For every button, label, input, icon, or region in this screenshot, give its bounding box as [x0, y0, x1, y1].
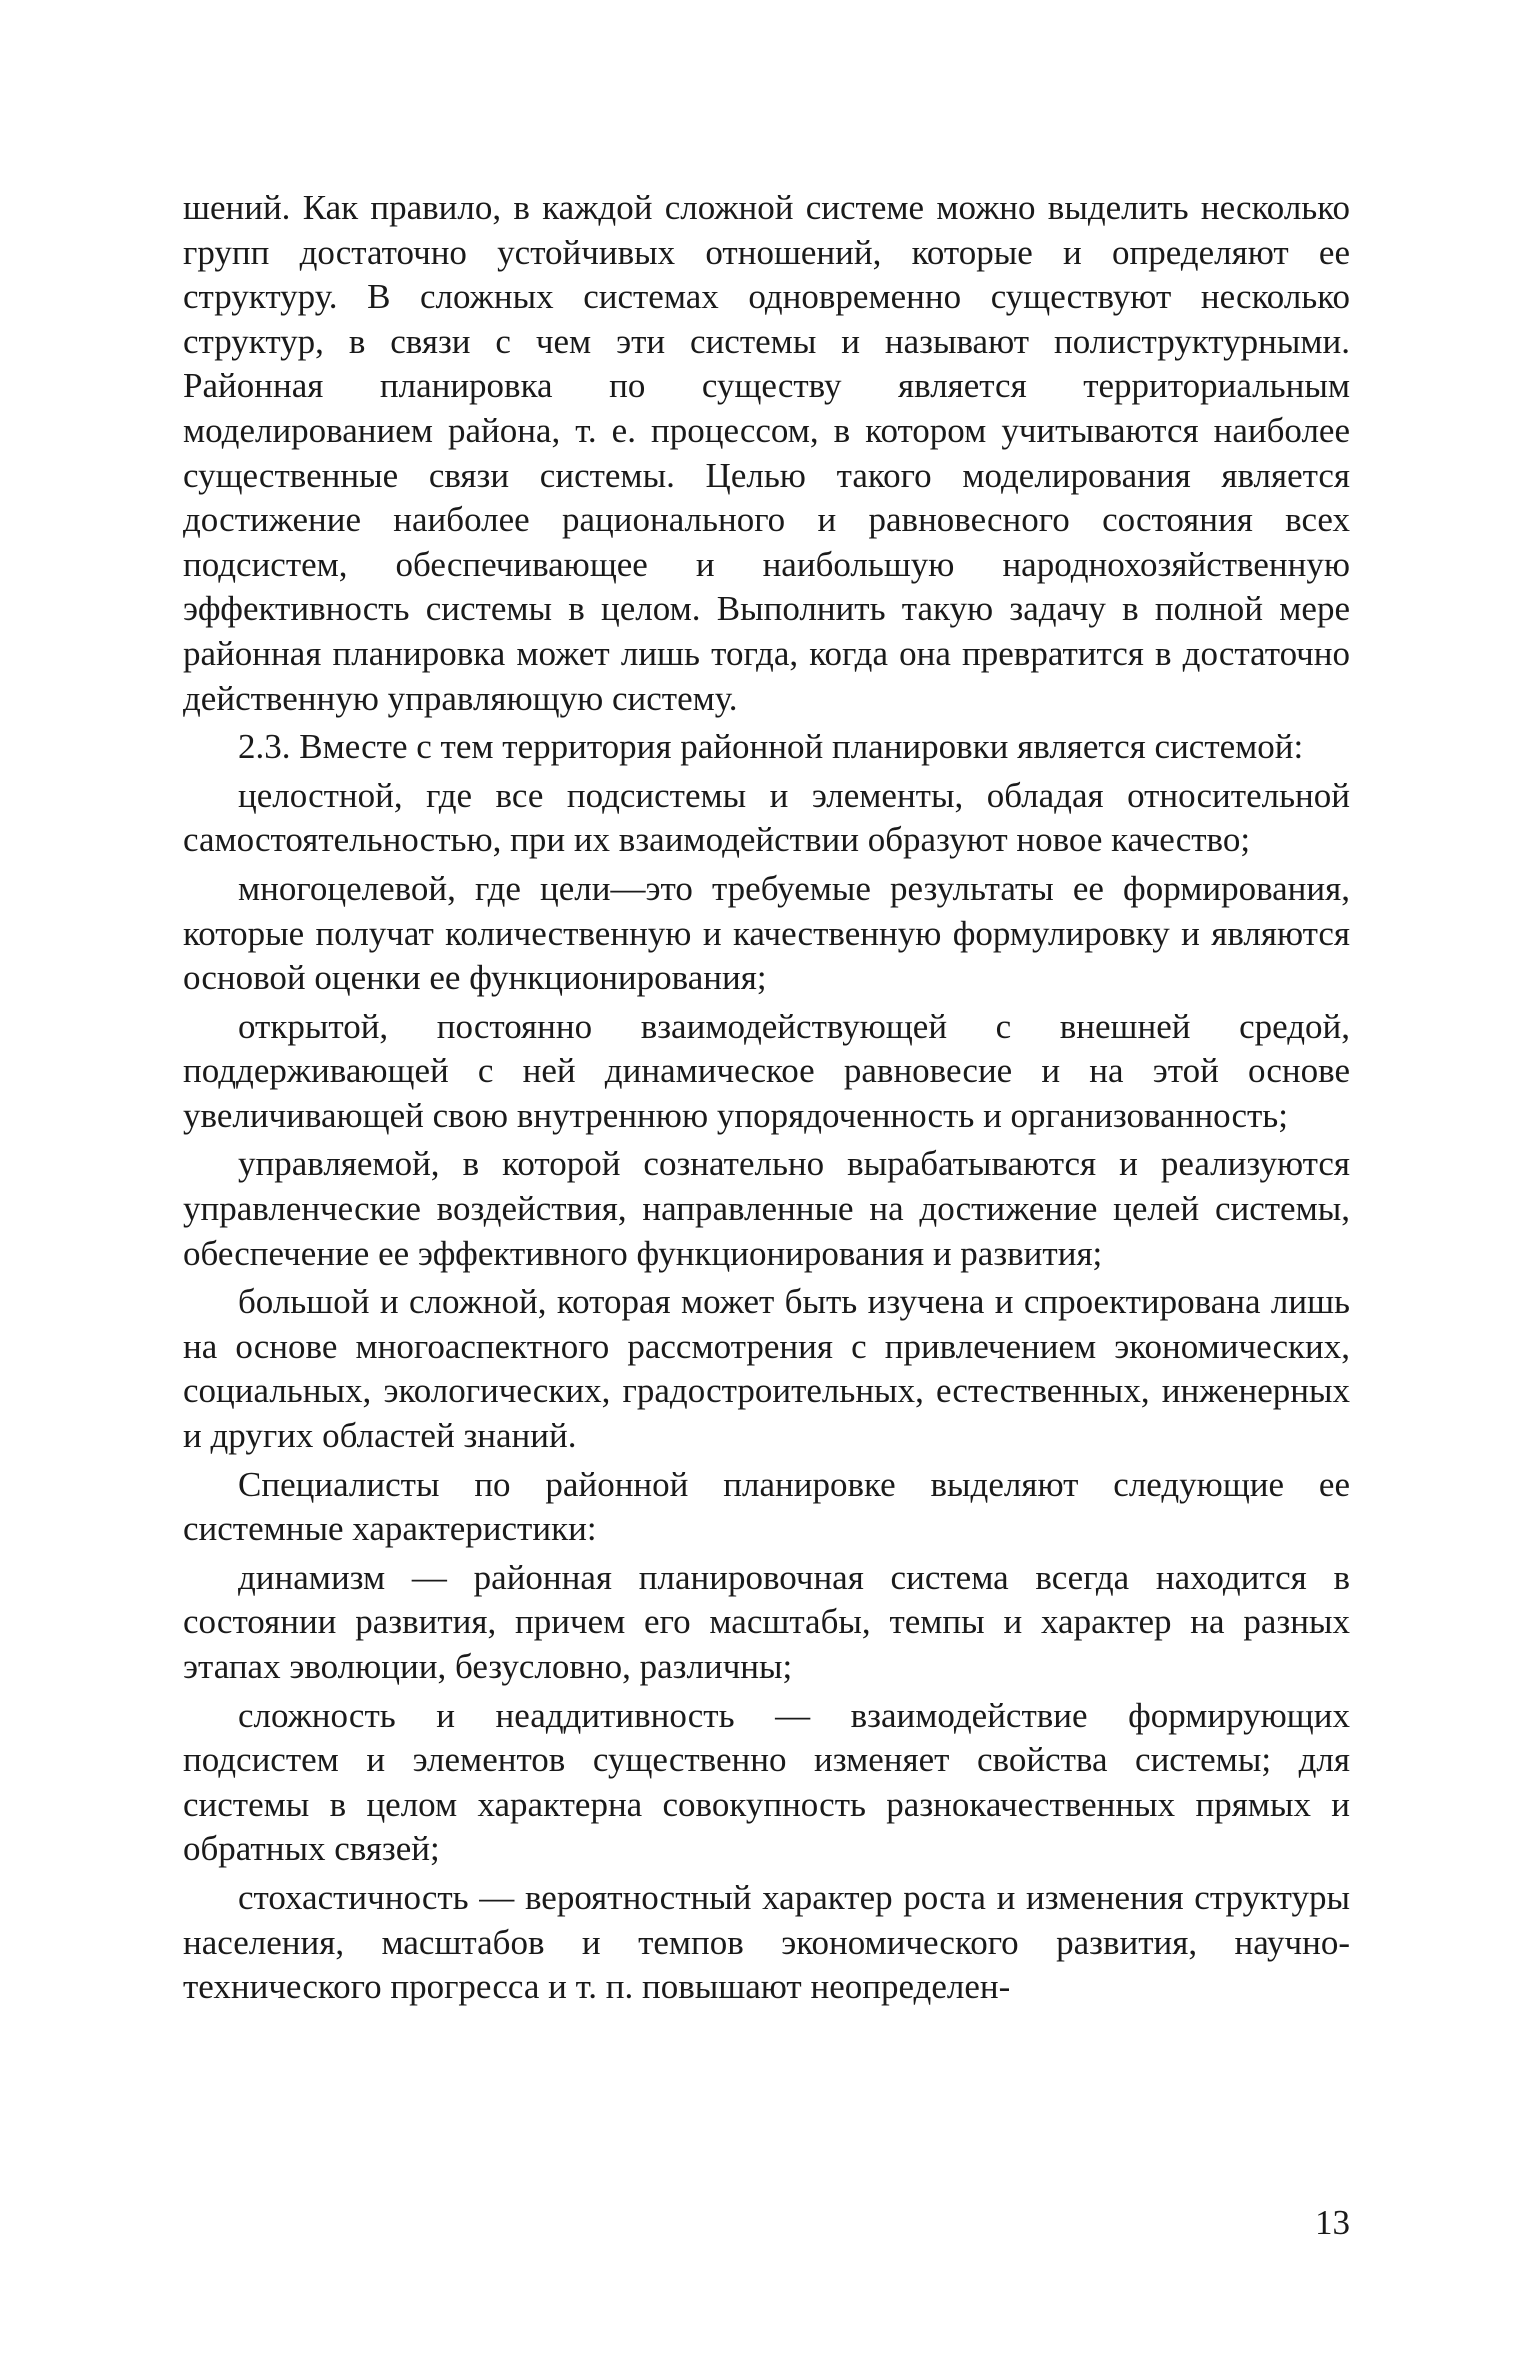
- section-2-3-intro: 2.3. Вместе с тем территория районной планировки является системой:: [238, 727, 1304, 767]
- paragraph-continuation: шений. Как правило, в каждой сложной системе можно выделить несколько групп достаточно устойчивых отношений, которые и определяют ее структуру. В сложных системах одновременно существуют несколько структур, в связи с чем эти системы и называют полиструктурными. Районная планировка по существу является территориальным моделированием района, т. е. процессом, в котором учитываются наиболее существенные связи системы. Целью такого моделирования является достижение наиболее рационального и равновесного состояния всех подсистем, обеспечивающее и наибольшую народнохозяйственную эффективность системы в целом. Выполнить такую задачу в полной мере районная планировка может лишь тогда, когда она превратится в достаточно действенную управляющую систему.: [183, 188, 1350, 718]
- list-item-stochasticity: стохастичность — вероятностный характер роста и изменения структуры населения, масштабов и темпов экономического развития, научно-технического прогресса и т. п. повышают неопределен-: [183, 1877, 1350, 2007]
- list-item-complexity: сложность и неаддитивность — взаимодействие формирующих подсистем и элементов существенно изменяет свойства системы; для системы в целом характерна совокупность разнокачественных прямых и обратных связей;: [183, 1695, 1350, 1869]
- list-item-multipurpose: многоцелевой, где цели—это требуемые результаты ее формирования, которые получат количественную и качественную формулировку и являются основой оценки ее функционирования;: [183, 868, 1350, 998]
- list-item-large-complex: большой и сложной, которая может быть изучена и спроектирована лишь на основе многоаспектного рассмотрения с привлечением экономических, социальных, экологических, градостроительных, естественных, инженерных и других областей знаний.: [183, 1282, 1350, 1456]
- list-item-integral: целостной, где все подсистемы и элементы, обладая относительной самостоятельностью, при их взаимодействии образуют новое качество;: [183, 775, 1350, 860]
- list-item-dynamism: динамизм — районная планировочная система всегда находится в состоянии развития, причем его масштабы, темпы и характер на разных этапах эволюции, безусловно, различны;: [183, 1557, 1350, 1686]
- text-block: [183, 186, 1350, 2010]
- characteristics-intro: Специалисты по районной планировке выделяют следующие ее системные характеристики:: [183, 1464, 1350, 1549]
- list-item-managed: управляемой, в которой сознательно вырабатываются и реализуются управленческие воздействия, направленные на достижение целей системы, обеспечение ее эффективного функционирования и развития;: [183, 1144, 1350, 1273]
- page-body: [183, 186, 1350, 2010]
- list-item-open: открытой, постоянно взаимодействующей с внешней средой, поддерживающей с ней динамическое равновесие и на этой основе увеличивающей свою внутреннюю упорядоченность и организованность;: [183, 1006, 1350, 1135]
- page-number: 13: [1315, 2203, 1350, 2242]
